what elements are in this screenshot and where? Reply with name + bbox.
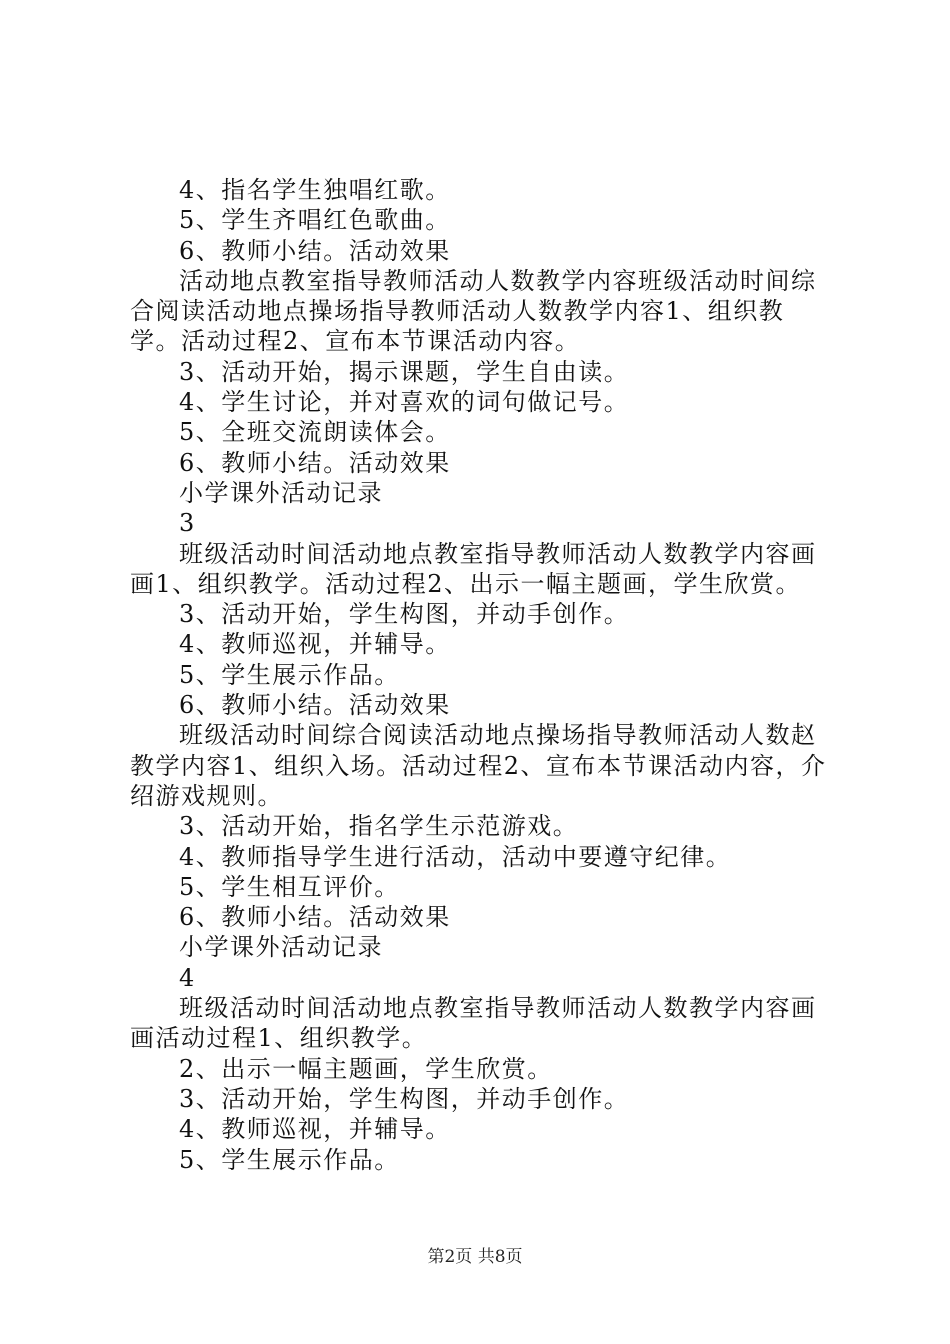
paragraph: 活动地点教室指导教师活动人数教学内容班级活动时间综合阅读活动地点操场指导教师活动人数教学内容1、组织教学。活动过程2、宣布本节课活动内容。 <box>130 266 817 356</box>
section-number: 4 <box>179 963 196 992</box>
section-number: 3 <box>179 509 196 538</box>
paragraph: 3、活动开始，揭示课题，学生自由读。 <box>179 357 630 386</box>
paragraph: 6、教师小结。活动效果 <box>179 903 451 932</box>
page-number: 第2页 共8页 <box>427 1247 523 1267</box>
paragraph: 3、活动开始，指名学生示范游戏。 <box>179 812 579 841</box>
paragraph: 班级活动时间活动地点教室指导教师活动人数教学内容画画1、组织教学。活动过程2、出示一幅主题画，学生欣赏。 <box>130 539 817 598</box>
paragraph: 班级活动时间综合阅读活动地点操场指导教师活动人数赵教学内容1、组织入场。活动过程2、宣布本节课活动内容，介绍游戏规则。 <box>130 721 827 810</box>
section-heading: 小学课外活动记录 <box>179 478 383 507</box>
paragraph: 5、全班交流朗读体会。 <box>179 418 451 447</box>
paragraph: 3、活动开始，学生构图，并动手创作。 <box>179 600 630 629</box>
paragraph: 5、学生展示作品。 <box>179 660 400 689</box>
document-body <box>130 175 835 1175</box>
paragraph: 6、教师小结。活动效果 <box>179 448 451 477</box>
paragraph: 4、指名学生独唱红歌。 <box>179 176 451 204</box>
paragraph: 班级活动时间活动地点教室指导教师活动人数教学内容画画活动过程1、组织教学。 <box>130 994 817 1053</box>
paragraph: 4、教师巡视，并辅导。 <box>179 630 451 659</box>
paragraph: 4、教师巡视，并辅导。 <box>179 1115 451 1144</box>
paragraph: 5、学生齐唱红色歌曲。 <box>179 206 451 235</box>
paragraph: 4、教师指导学生进行活动，活动中要遵守纪律。 <box>179 842 732 871</box>
paragraph: 6、教师小结。活动效果 <box>179 691 451 720</box>
paragraph: 3、活动开始，学生构图，并动手创作。 <box>179 1084 630 1113</box>
page-footer <box>0 1242 950 1267</box>
paragraph: 6、教师小结。活动效果 <box>179 236 451 265</box>
section-heading: 小学课外活动记录 <box>179 933 383 962</box>
paragraph: 4、学生讨论，并对喜欢的词句做记号。 <box>179 388 630 417</box>
paragraph: 5、学生展示作品。 <box>179 1145 400 1174</box>
paragraph: 2、出示一幅主题画，学生欣赏。 <box>179 1054 553 1083</box>
paragraph: 5、学生相互评价。 <box>179 872 400 901</box>
